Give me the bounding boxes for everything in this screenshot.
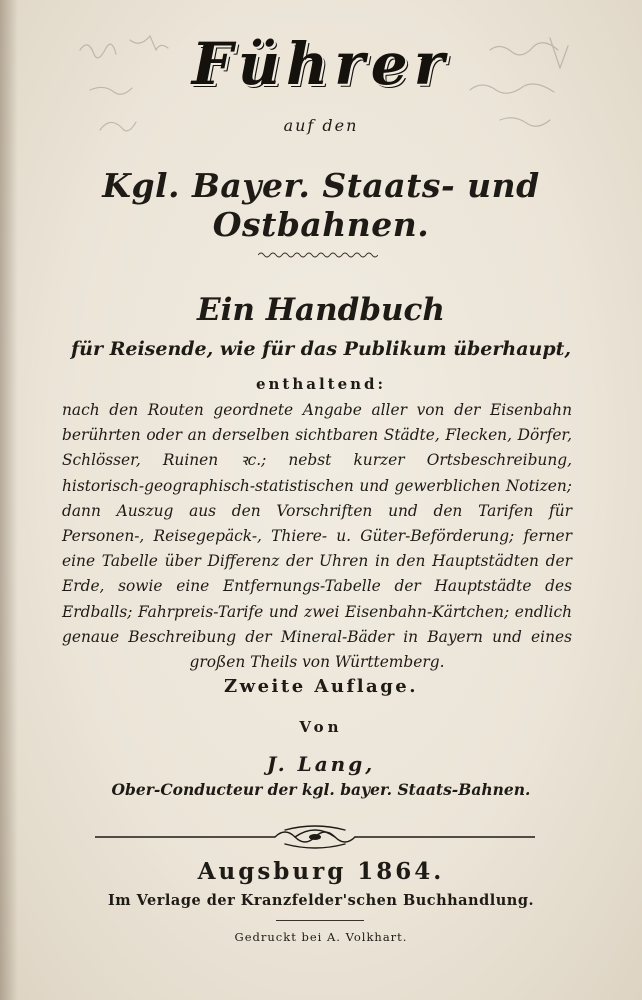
handbook-heading: Ein Handbuch — [197, 292, 445, 328]
edition-label: Zweite Auflage. — [223, 676, 419, 697]
by-label: Von — [299, 718, 343, 736]
short-rule — [276, 920, 364, 921]
book-title: Führer — [191, 30, 451, 98]
imprint-city-year: Augsburg 1864. — [197, 858, 445, 885]
author-name: J. Lang, — [266, 752, 376, 776]
audience-line: für Reisende, wie für das Publikum überhaupt, — [70, 338, 572, 360]
contents-description: nach den Routen geordnete Angabe aller von der Eisenbahn berührten oder an derselben sichtbaren Städte, Flecken, Dörfer, Schlösser, Ruinen ꝛc.; nebst kurzer Ortsbeschreibung, historisch-geographisch-statistischen und gewerblichen Notizen; dann Auszug aus den Vorschriften und den Tarifen für Personen-, Reisegepäck-, Thiere- u. Güter-Beförderung; ferner eine Tabelle über Differenz der Uhren in den Hauptstädten der Erde, sowie eine Entfernungs-Tabelle der Hauptstädte des Erdballs; Fahrpreis-Tarife und zwei Eisenbahn-Kärtchen; endlich genaue Beschreibung der Mineral-Bäder in Bayern und eines großen Theils von Württemberg. — [62, 401, 572, 672]
wavy-divider — [258, 250, 378, 260]
printer-line: Gedruckt bei A. Volkhart. — [234, 930, 408, 944]
publisher-line: Im Verlage der Kranzfelder'schen Buchhandlung. — [107, 892, 535, 909]
title-connector: auf den — [283, 116, 359, 135]
author-role: Ober-Conducteur der kgl. bayer. Staats-Bahnen. — [111, 780, 531, 799]
containing-label: enthaltend: — [255, 375, 387, 393]
spine-shadow — [0, 0, 18, 1000]
book-subtitle: Kgl. Bayer. Staats- und Ostbahnen. — [102, 166, 540, 244]
ornamental-rule — [95, 822, 535, 852]
